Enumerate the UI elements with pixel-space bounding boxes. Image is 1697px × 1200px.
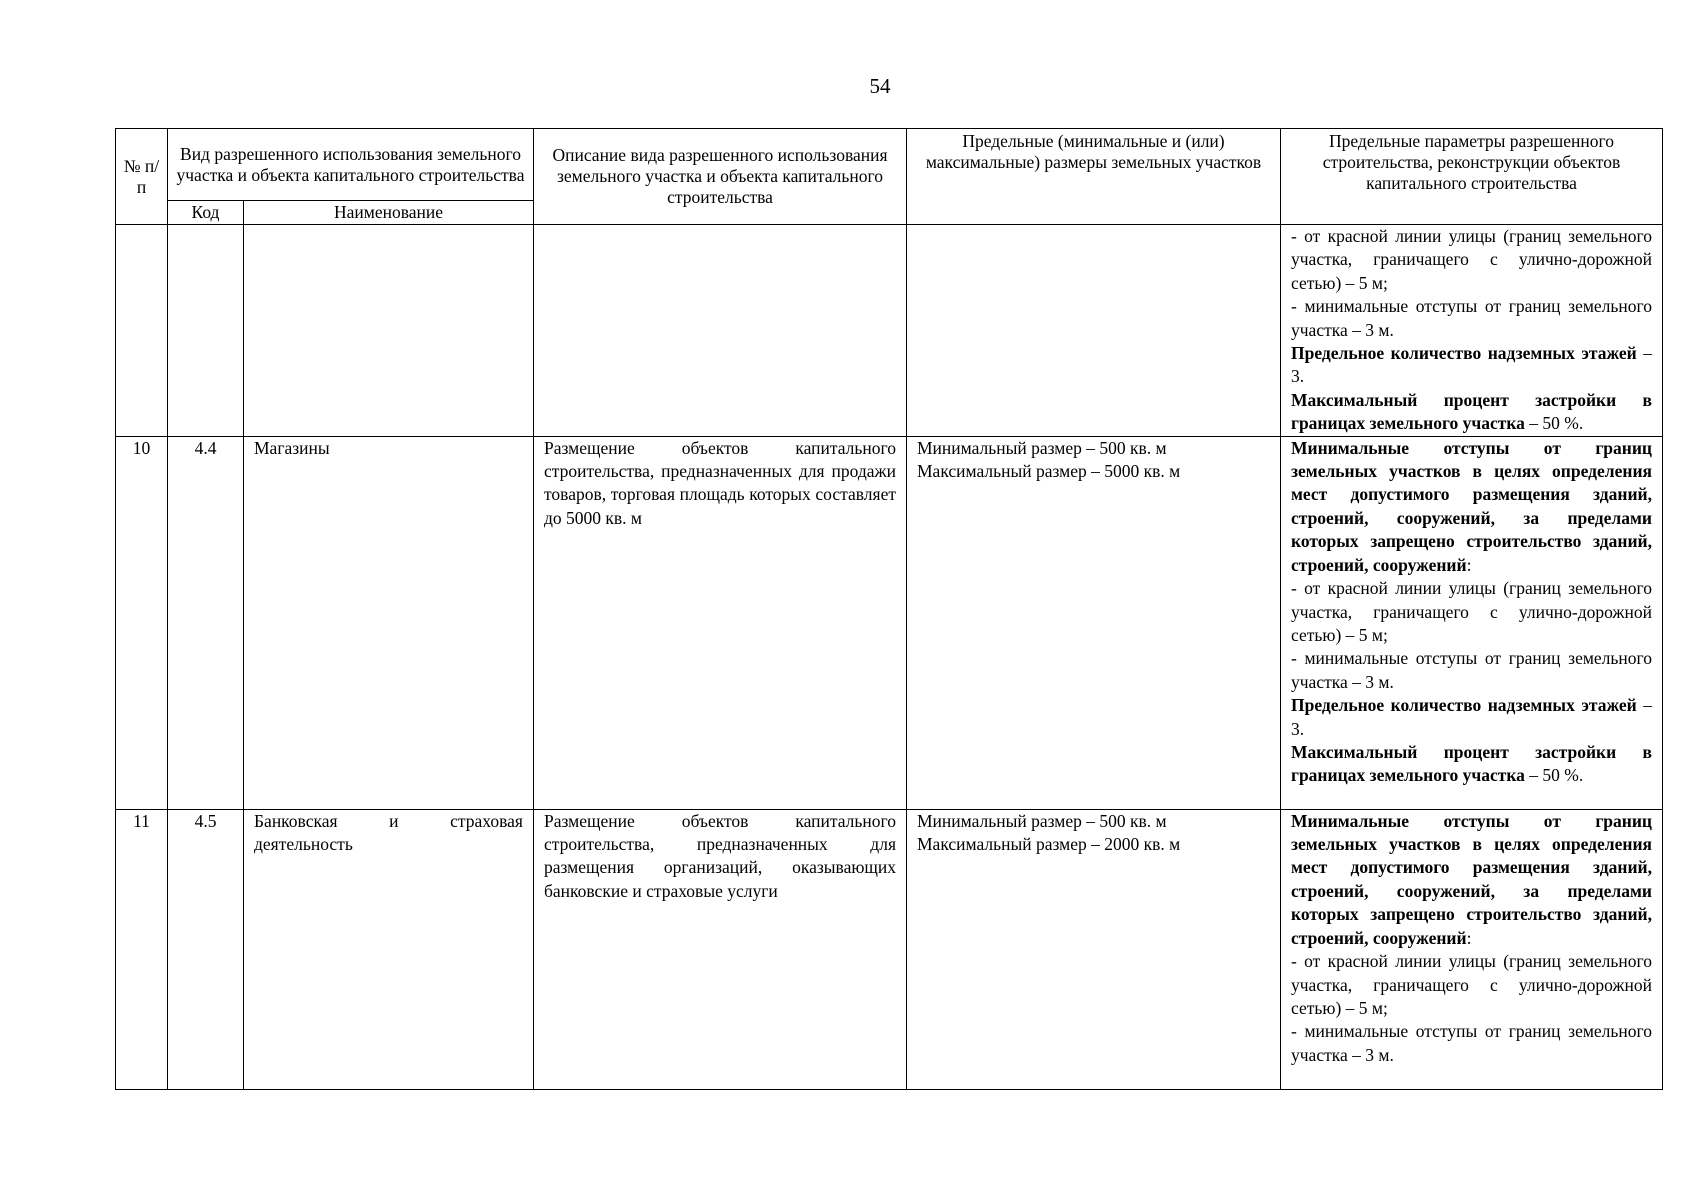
row-code: 4.5	[168, 809, 244, 1089]
param-min-indent: - минимальные отступы от границ земельного участка – 3 м.	[1291, 648, 1652, 692]
row-params	[1281, 436, 1663, 809]
param-red-line: - от красной линии улицы (границ земельного участка, граничащего с улично-дорожной сетью) – 5 м;	[1291, 578, 1652, 645]
row-params	[1281, 225, 1663, 437]
row-sizes	[907, 225, 1281, 437]
row-num	[116, 225, 168, 437]
row-name: Банковская и страховая деятельность	[244, 809, 534, 1089]
param-red-line: - от красной линии улицы (границ земельного участка, граничащего с улично-дорожной сетью) – 5 м;	[1291, 226, 1652, 293]
param-min-indent: - минимальные отступы от границ земельного участка – 3 м.	[1291, 296, 1652, 340]
header-description: Описание вида разрешенного использования земельного участка и объекта капитального строительства	[534, 129, 907, 225]
size-min: Минимальный размер – 500 кв. м	[917, 437, 1167, 458]
row-sizes	[907, 809, 1281, 1089]
row-description	[534, 225, 907, 437]
param-indents: Минимальные отступы от границ земельных участков в целях определения мест допустимого размещения зданий, строений, сооружений, за пределами которых запрещено строительство зданий, строений, сооружений:	[1291, 437, 1652, 575]
param-floors: Предельное количество надземных этажей – 3.	[1291, 695, 1653, 739]
row-num: 11	[116, 809, 168, 1089]
param-percent: Максимальный процент застройки в границах земельного участка – 50 %.	[1291, 389, 1652, 434]
header-use-type: Вид разрешенного использования земельного участка и объекта капитального строительства	[168, 129, 534, 201]
header-num: № п/п	[116, 129, 168, 225]
header-code: Код	[168, 201, 244, 225]
row-name	[244, 225, 534, 437]
row-sizes	[907, 436, 1281, 809]
size-max: Максимальный размер – 5000 кв. м	[917, 461, 1181, 482]
param-red-line: - от красной линии улицы (границ земельного участка, граничащего с улично-дорожной сетью) – 5 м;	[1291, 951, 1652, 1018]
param-percent: Максимальный процент застройки в границах земельного участка – 50 %.	[1291, 741, 1652, 786]
header-params: Предельные параметры разрешенного строительства, реконструкции объектов капитального строительства	[1281, 129, 1663, 225]
param-indents: Минимальные отступы от границ земельных участков в целях определения мест допустимого размещения зданий, строений, сооружений, за пределами которых запрещено строительство зданий, строений, сооружений:	[1291, 810, 1652, 948]
land-use-table	[115, 128, 1663, 1090]
row-code: 4.4	[168, 436, 244, 809]
header-name: Наименование	[244, 201, 534, 225]
row-num: 10	[116, 436, 168, 809]
table-row	[116, 225, 1663, 437]
row-params	[1281, 809, 1663, 1089]
page-number: 54	[869, 74, 891, 98]
size-min: Минимальный размер – 500 кв. м	[917, 810, 1167, 831]
row-name: Магазины	[244, 436, 534, 809]
param-floors: Предельное количество надземных этажей – 3.	[1291, 343, 1653, 387]
table-row	[116, 436, 1663, 809]
param-min-indent: - минимальные отступы от границ земельного участка – 3 м.	[1291, 1021, 1652, 1065]
row-description: Размещение объектов капитального строительства, предназначенных для продажи товаров, торговая площадь которых составляет до 5000 кв. м	[534, 436, 907, 809]
row-code	[168, 225, 244, 437]
size-max: Максимальный размер – 2000 кв. м	[917, 834, 1181, 855]
table-row	[116, 809, 1663, 1089]
table-header	[116, 129, 1663, 225]
row-description: Размещение объектов капитального строительства, предназначенных для размещения организаций, оказывающих банковские и страховые услуги	[534, 809, 907, 1089]
header-sizes: Предельные (минимальные и (или) максимальные) размеры земельных участков	[907, 129, 1281, 225]
